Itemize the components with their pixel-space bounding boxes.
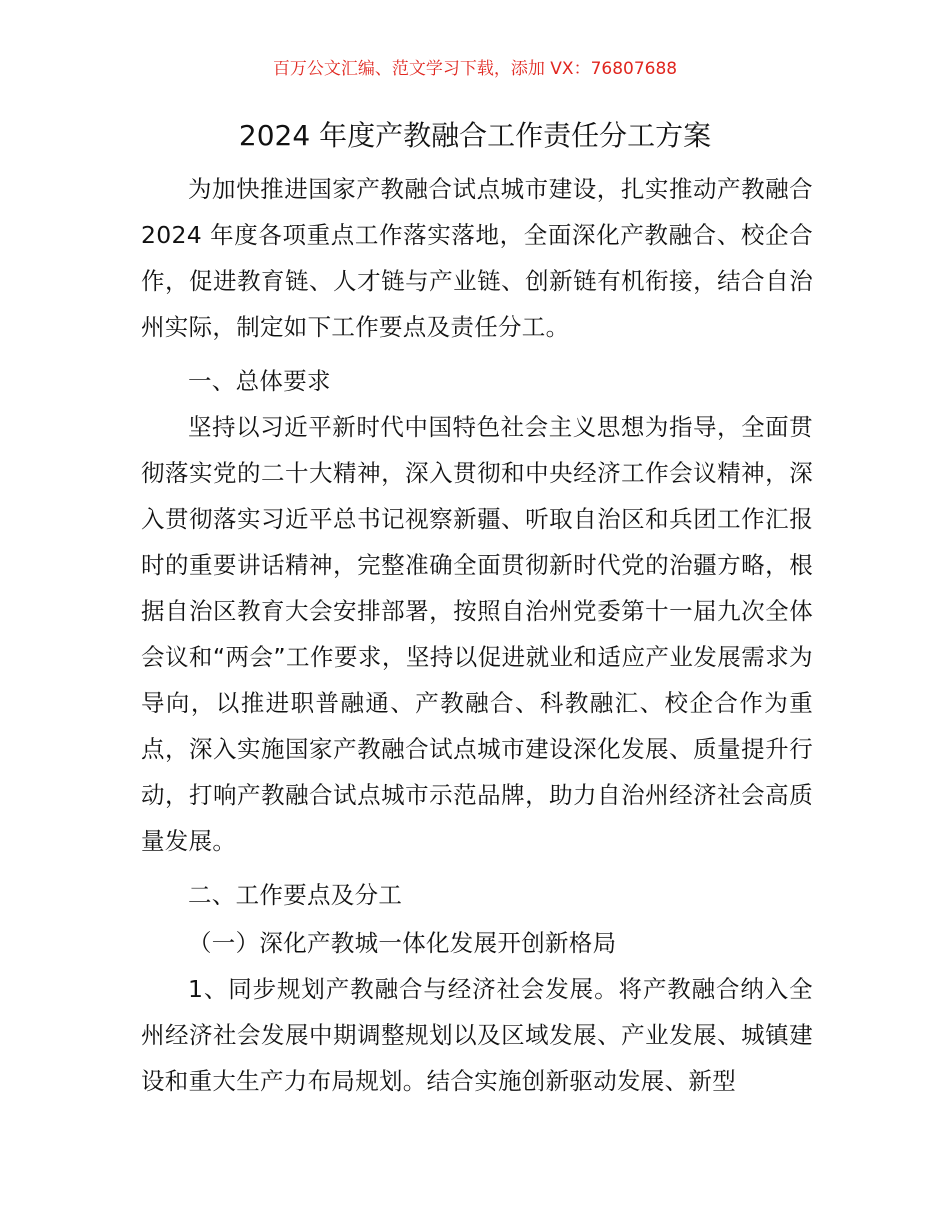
subsection-heading-1: （一）深化产教城一体化发展开创新格局 <box>188 929 617 957</box>
document-body <box>141 166 813 1104</box>
document-title: 2024 年度产教融合工作责任分工方案 <box>238 119 712 152</box>
item-1-paragraph: 1、同步规划产教融合与经济社会发展。将产教融合纳入全州经济社会发展中期调整规划以及区域发展、产业发展、城镇建设和重大生产力布局规划。结合实施创新驱动发展、新型 <box>141 975 813 1095</box>
intro-paragraph: 为加快推进国家产教融合试点城市建设，扎实推动产教融合 2024 年度各项重点工作落实落地，全面深化产教融合、校企合作，促进教育链、人才链与产业链、创新链有机衔接，结合自治州实际，制定如下工作要点及责任分工。 <box>141 175 813 341</box>
section-heading-work-points: 二、工作要点及分工 <box>188 881 403 909</box>
watermark-text: 百万公文汇编、范文学习下载，添加 VX：76807688 <box>272 59 678 79</box>
section-heading-general-requirements: 一、总体要求 <box>188 367 331 395</box>
general-requirements-paragraph: 坚持以习近平新时代中国特色社会主义思想为指导，全面贯彻落实党的二十大精神，深入贯彻和中央经济工作会议精神，深入贯彻落实习近平总书记视察新疆、听取自治区和兵团工作汇报时的重要讲话精神，完整准确全面贯彻新时代党的治疆方略，根据自治区教育大会安排部署，按照自治州党委第十一届九次全体会议和“两会”工作要求，坚持以促进就业和适应产业发展需求为导向，以推进职普融通、产教融合、科教融汇、校企合作为重点，深入实施国家产教融合试点城市建设深化发展、质量提升行动，打响产教融合试点城市示范品牌，助力自治州经济社会高质量发展。 <box>141 413 813 855</box>
